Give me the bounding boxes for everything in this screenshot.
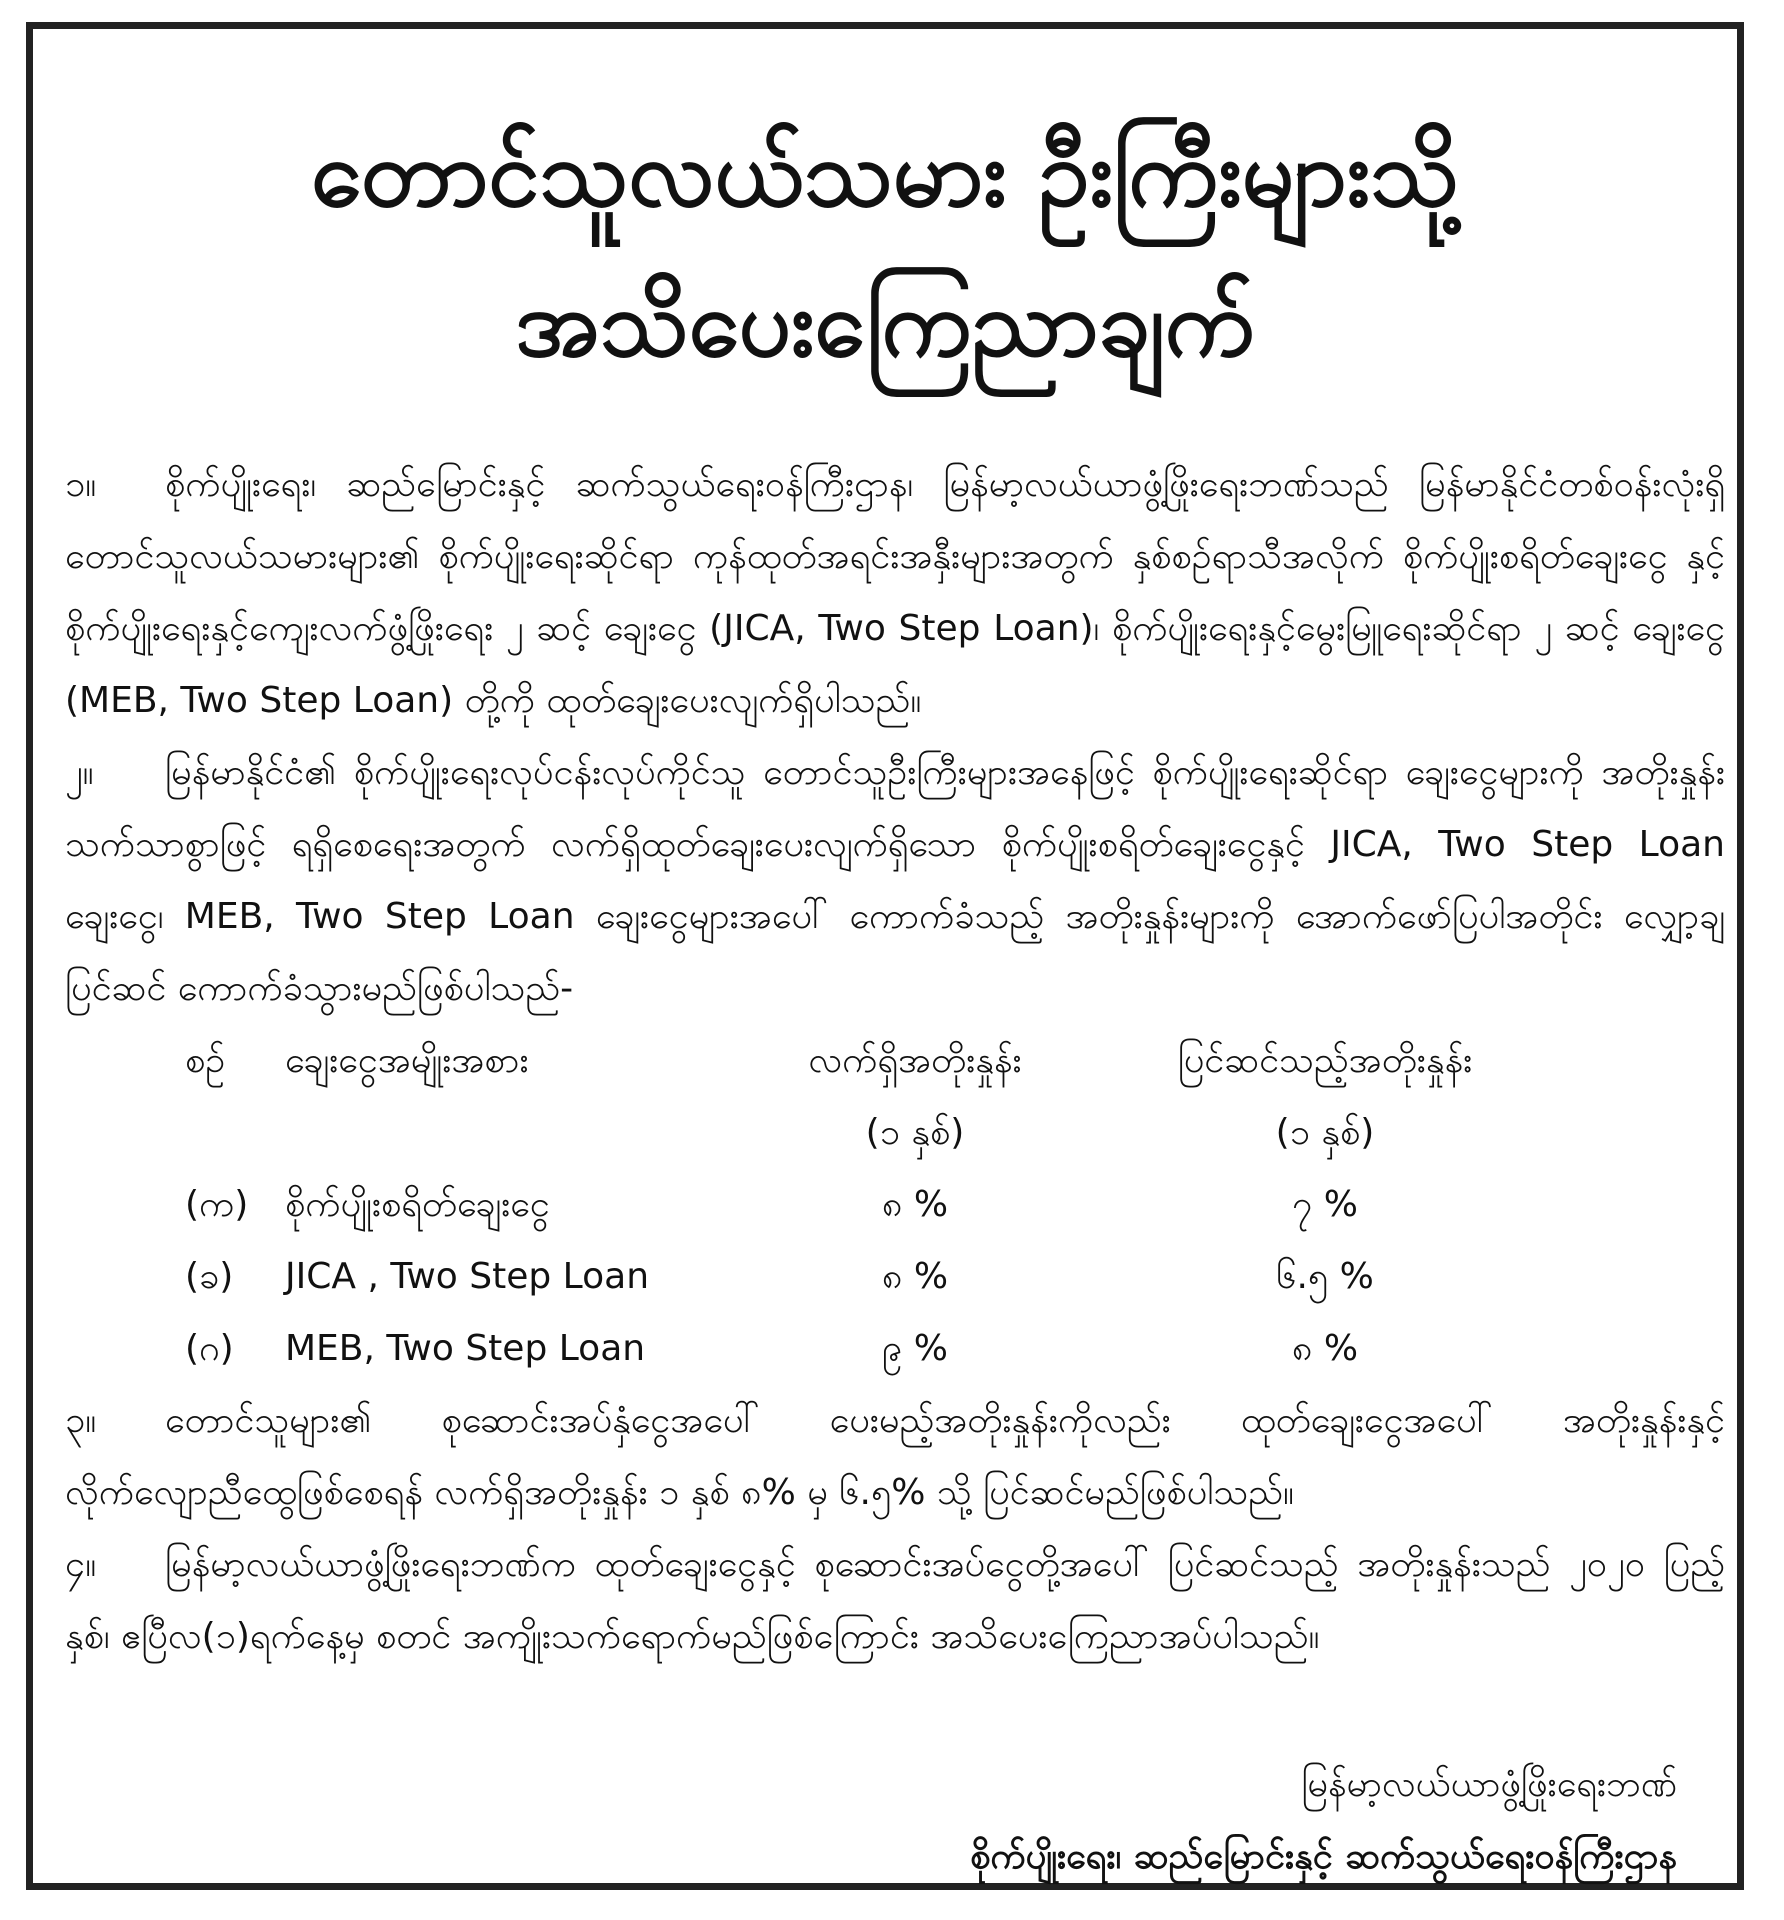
paragraph-3 bbox=[65, 1385, 1725, 1529]
paragraph-4 bbox=[65, 1529, 1725, 1673]
paragraph-1 bbox=[65, 449, 1725, 737]
paragraph-text: မြန်မာနိုင်ငံ၏ စိုက်ပျိုးရေးလုပ်ငန်းလုပ်ကိုင်သူ တောင်သူဦးကြီးများအနေဖြင့် စိုက်ပျိုးရေးဆိုင်ရာ ချေးငွေများကို အတိုးနှုန်းသက်သာစွာဖြင့် ရရှိစေရေးအတွက် လက်ရှိထုတ်ချေးပေးလျက်ရှိသော စိုက်ပျိုးစရိတ်ချေးငွေနှင့် JICA, Two Step Loan ချေးငွေ၊ MEB, Two Step Loan ချေးငွေများအပေါ် ကောက်ခံသည့် အတိုးနှုန်းများကို အောက်ဖော်ပြပါအတိုင်း လျှော့ချပြင်ဆင် ကောက်ခံသွားမည်ဖြစ်ပါသည်- bbox=[65, 752, 1725, 1009]
notice-body bbox=[65, 449, 1725, 1673]
subheader-current-period: (၁ နှစ်) bbox=[865, 1112, 965, 1153]
paragraph-2 bbox=[65, 737, 1725, 1025]
title-line-1: တောင်သူလယ်သမား ဦးကြီးများသို့ bbox=[310, 120, 1460, 227]
table-row bbox=[185, 1241, 1725, 1313]
table-row bbox=[185, 1313, 1725, 1385]
header-new-rate: ပြင်ဆင်သည့်အတိုးနှုန်း bbox=[1177, 1040, 1473, 1081]
paragraph-text: မြန်မာ့လယ်ယာဖွံ့ဖြိုးရေးဘဏ်က ထုတ်ချေးငွေနှင့် စုဆောင်းအပ်ငွေတို့အပေါ် ပြင်ဆင်သည့် အတိုးနှုန်းသည် ၂၀၂၀ ပြည့်နှစ်၊ ဧပြီလ(၁)ရက်နေ့မှ စတင် အကျိုးသက်ရောက်မည်ဖြစ်ကြောင်း အသိပေးကြေညာအပ်ပါသည်။ bbox=[65, 1544, 1725, 1657]
row-loan-type: JICA , Two Step Loan bbox=[285, 1256, 650, 1297]
paragraph-text: တောင်သူများ၏ စုဆောင်းအပ်နှံငွေအပေါ် ပေးမည့်အတိုးနှုန်းကိုလည်း ထုတ်ချေးငွေအပေါ် အတိုးနှုန်းနှင့် လိုက်လျောညီထွေဖြစ်စေရန် လက်ရှိအတိုးနှုန်း ၁ နှစ် ၈% မှ ၆.၅% သို့ ပြင်ဆင်မည်ဖြစ်ပါသည်။ bbox=[65, 1400, 1725, 1513]
row-loan-type: MEB, Two Step Loan bbox=[285, 1328, 646, 1369]
header-loan-type: ချေးငွေအမျိုးအစား bbox=[285, 1040, 529, 1081]
header-current-rate: လက်ရှိအတိုးနှုန်း bbox=[808, 1040, 1022, 1081]
interest-rate-table bbox=[185, 1025, 1725, 1385]
row-num: (ခ) bbox=[185, 1256, 234, 1297]
row-current-rate: ၉ % bbox=[882, 1328, 948, 1369]
subheader-new-period: (၁ နှစ်) bbox=[1275, 1112, 1375, 1153]
row-current-rate: ၈ % bbox=[881, 1256, 949, 1297]
table-subheader-row bbox=[185, 1097, 1725, 1169]
signature-bank-name: မြန်မာ့လယ်ယာဖွံ့ဖြိုးရေးဘဏ် bbox=[1301, 1764, 1677, 1805]
row-current-rate: ၈ % bbox=[881, 1184, 949, 1225]
table-header-row bbox=[185, 1025, 1725, 1097]
paragraph-number: ၃။ bbox=[65, 1400, 97, 1441]
paragraph-text: စိုက်ပျိုးရေး၊ ဆည်မြောင်းနှင့် ဆက်သွယ်ရေးဝန်ကြီးဌာန၊ မြန်မာ့လယ်ယာဖွံ့ဖြိုးရေးဘဏ်သည် မြန်မာနိုင်ငံတစ်ဝန်းလုံးရှိ တောင်သူလယ်သမားများ၏ စိုက်ပျိုးရေးဆိုင်ရာ ကုန်ထုတ်အရင်းအနှီးများအတွက် နှစ်စဉ်ရာသီအလိုက် စိုက်ပျိုးစရိတ်ချေးငွေ နှင့် စိုက်ပျိုးရေးနှင့်ကျေးလက်ဖွံ့ဖြိုးရေး ၂ ဆင့် ချေးငွေ (JICA, Two Step Loan)၊ စိုက်ပျိုးရေးနှင့်မွေးမြူရေးဆိုင်ရာ ၂ ဆင့် ချေးငွေ (MEB, Two Step Loan) တို့ကို ထုတ်ချေးပေးလျက်ရှိပါသည်။ bbox=[65, 464, 1725, 721]
row-num: (ဂ) bbox=[185, 1328, 234, 1369]
table-row bbox=[185, 1169, 1725, 1241]
row-new-rate: ၈ % bbox=[1291, 1328, 1359, 1369]
row-loan-type: စိုက်ပျိုးစရိတ်ချေးငွေ bbox=[285, 1184, 550, 1225]
row-new-rate: ၇ % bbox=[1292, 1184, 1358, 1225]
title-line-2: အသိပေးကြေညာချက် bbox=[515, 270, 1255, 377]
notice-frame bbox=[26, 22, 1744, 1890]
signature-block bbox=[970, 1749, 1677, 1893]
title-block bbox=[33, 99, 1737, 399]
paragraph-number: ၁။ bbox=[65, 464, 97, 505]
paragraph-number: ၂။ bbox=[65, 752, 94, 793]
signature-ministry-name: စိုက်ပျိုးရေး၊ ဆည်မြောင်းနှင့် ဆက်သွယ်ရေးဝန်ကြီးဌာန bbox=[970, 1836, 1677, 1877]
row-new-rate: ၆.၅ % bbox=[1276, 1256, 1374, 1297]
row-num: (က) bbox=[185, 1184, 249, 1225]
header-num: စဉ် bbox=[185, 1040, 226, 1081]
paragraph-number: ၄။ bbox=[65, 1544, 97, 1585]
